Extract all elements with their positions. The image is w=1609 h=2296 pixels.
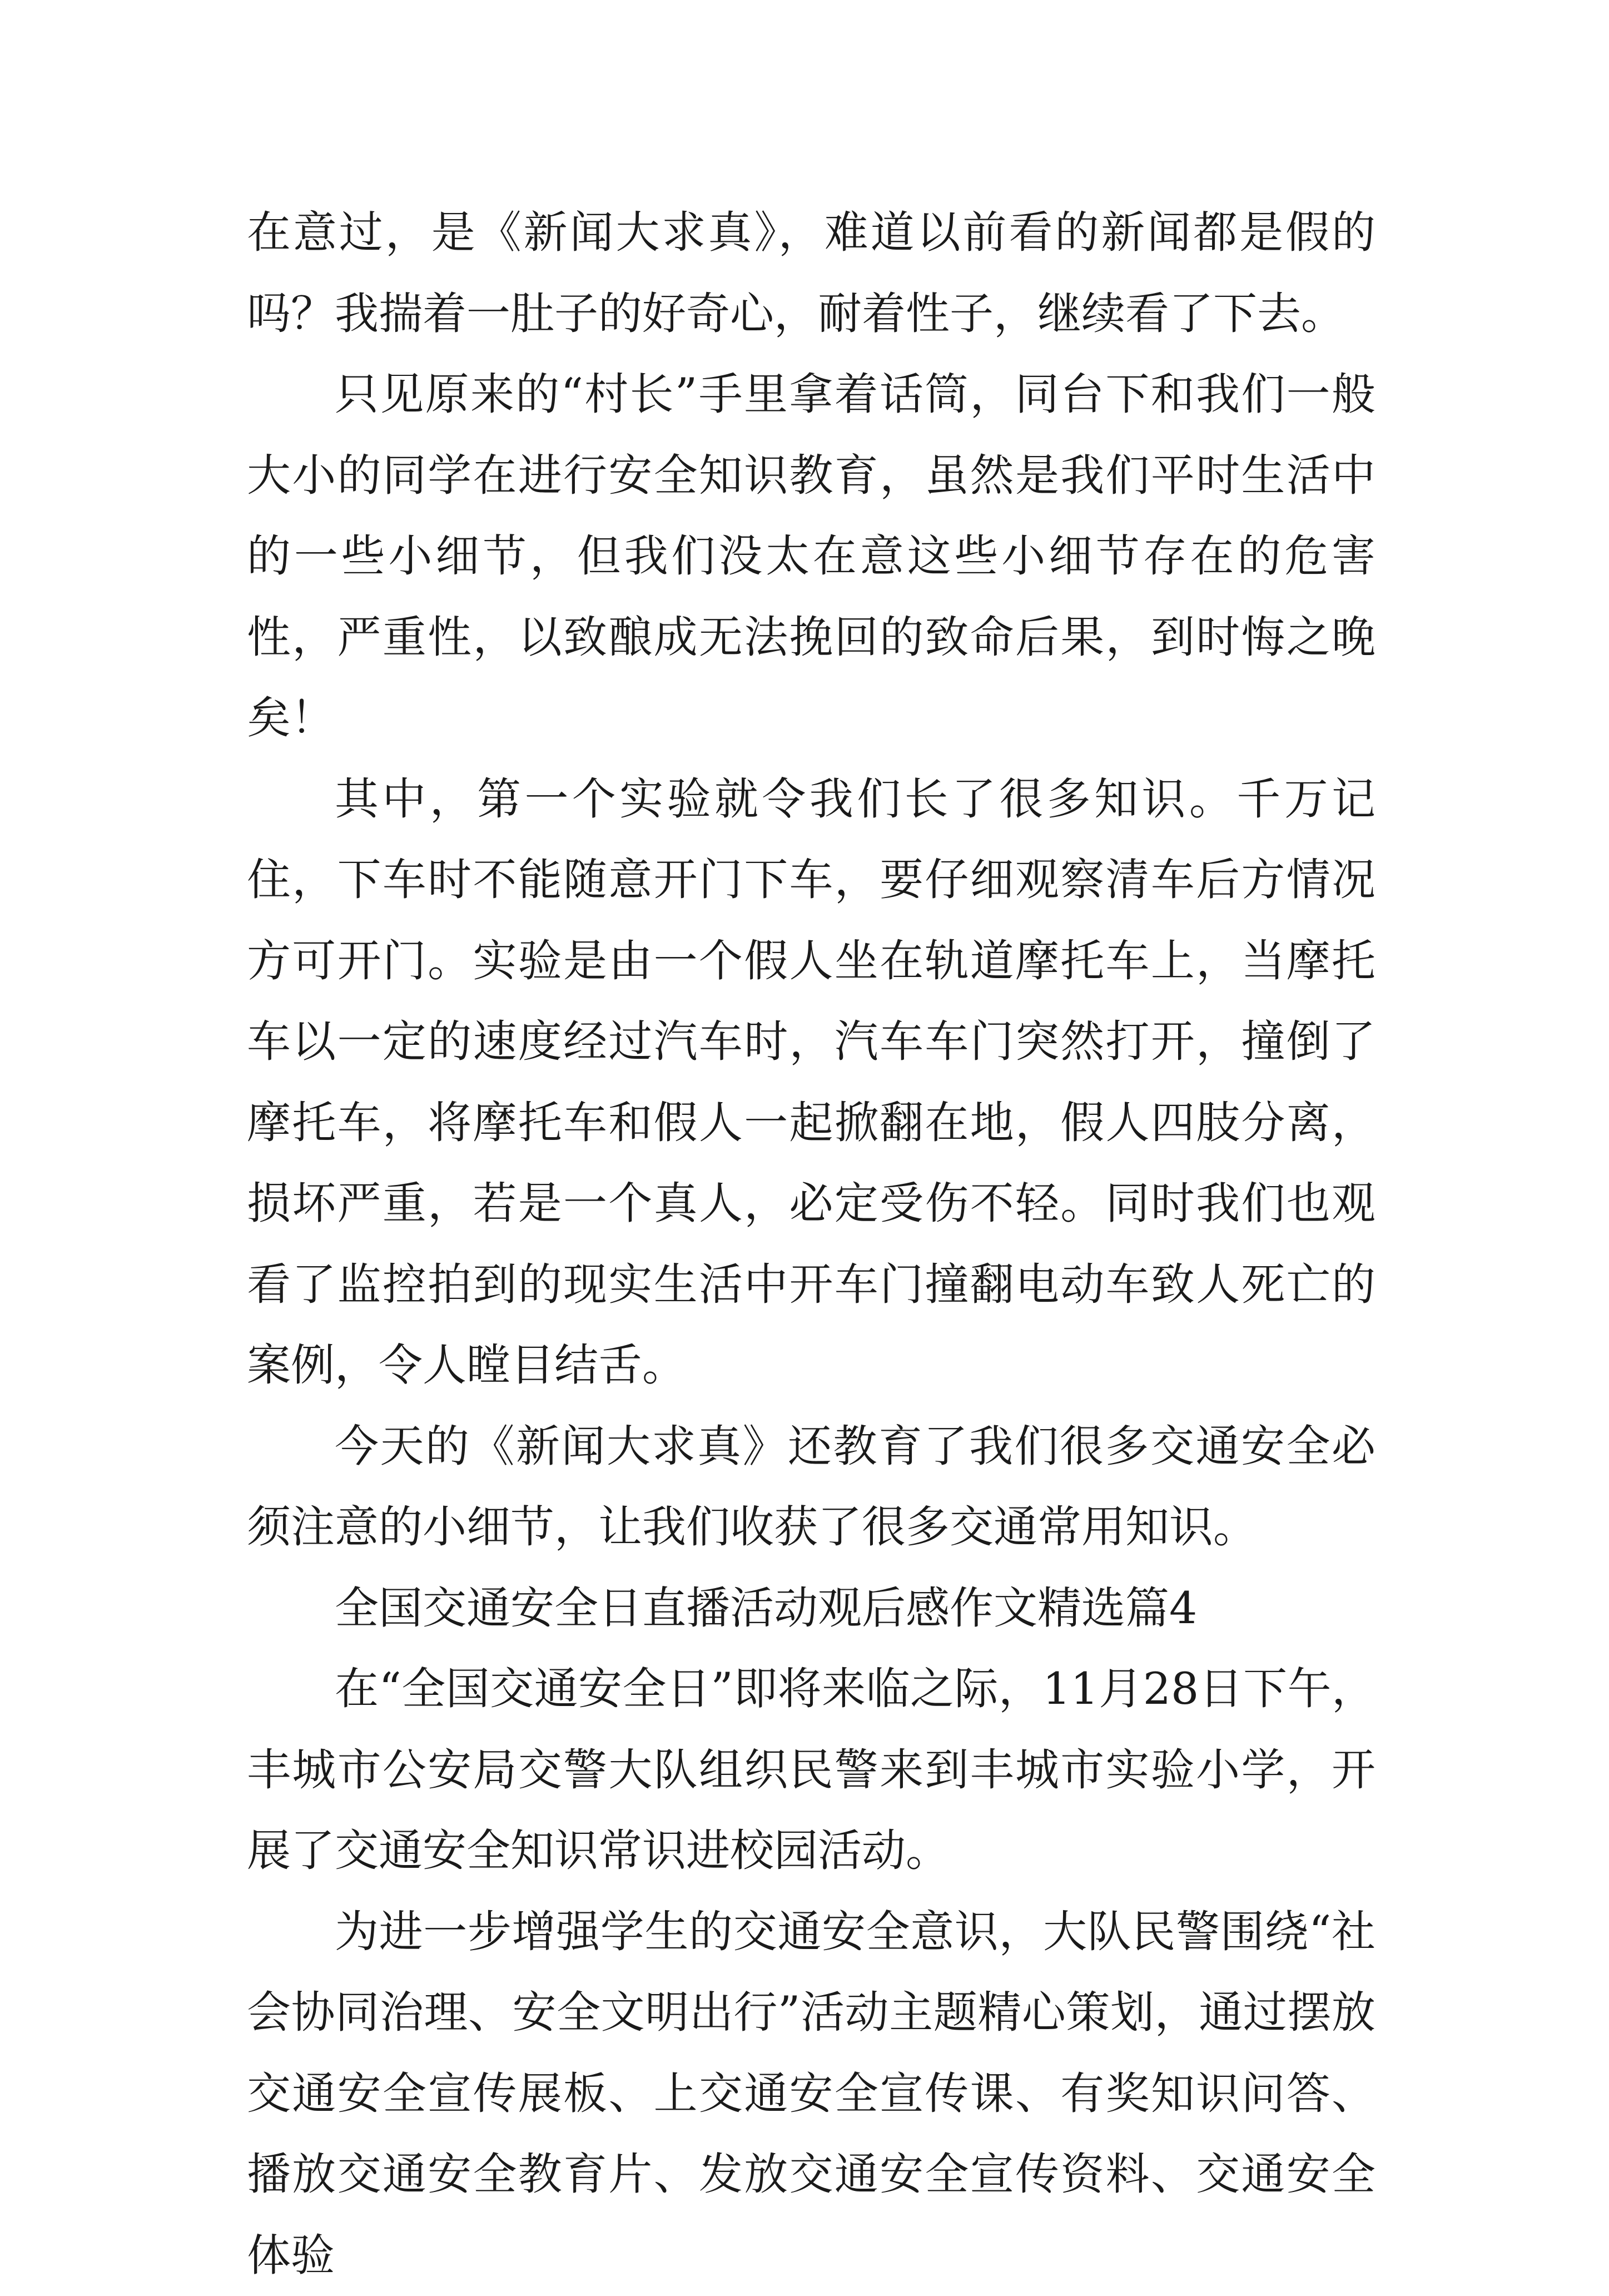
paragraph: 在意过，是《新闻大求真》，难道以前看的新闻都是假的吗？我揣着一肚子的好奇心，耐着性子，继续看了下去。: [247, 192, 1375, 354]
paragraph: 其中，第一个实验就令我们长了很多知识。千万记住，下车时不能随意开门下车，要仔细观察清车后方情况方可开门。实验是由一个假人坐在轨道摩托车上，当摩托车以一定的速度经过汽车时，汽车车门突然打开，撞倒了摩托车，将摩托车和假人一起掀翻在地，假人四肢分离，损坏严重，若是一个真人，必定受伤不轻。同时我们也观看了监控拍到的现实生活中开车门撞翻电动车致人死亡的案例，令人瞠目结舌。: [247, 759, 1375, 1406]
body-text: [247, 192, 1375, 2296]
paragraph: 在“全国交通安全日”即将来临之际，11月28日下午，丰城市公安局交警大队组织民警来到丰城市实验小学，开展了交通安全知识常识进校园活动。: [247, 1649, 1375, 1892]
section-heading: 全国交通安全日直播活动观后感作文精选篇4: [247, 1568, 1375, 1649]
paragraph: 今天的《新闻大求真》还教育了我们很多交通安全必须注意的小细节，让我们收获了很多交通常用知识。: [247, 1406, 1375, 1568]
paragraph: 只见原来的“村长”手里拿着话筒，同台下和我们一般大小的同学在进行安全知识教育，虽然是我们平时生活中的一些小细节，但我们没太在意这些小细节存在的危害性，严重性，以致酿成无法挽回的致命后果，到时悔之晚矣！: [247, 354, 1375, 759]
paragraph: 为进一步增强学生的交通安全意识，大队民警围绕“社会协同治理、安全文明出行”活动主题精心策划，通过摆放交通安全宣传展板、上交通安全宣传课、有奖知识问答、播放交通安全教育片、发放交通安全宣传资料、交通安全体验: [247, 1892, 1375, 2296]
